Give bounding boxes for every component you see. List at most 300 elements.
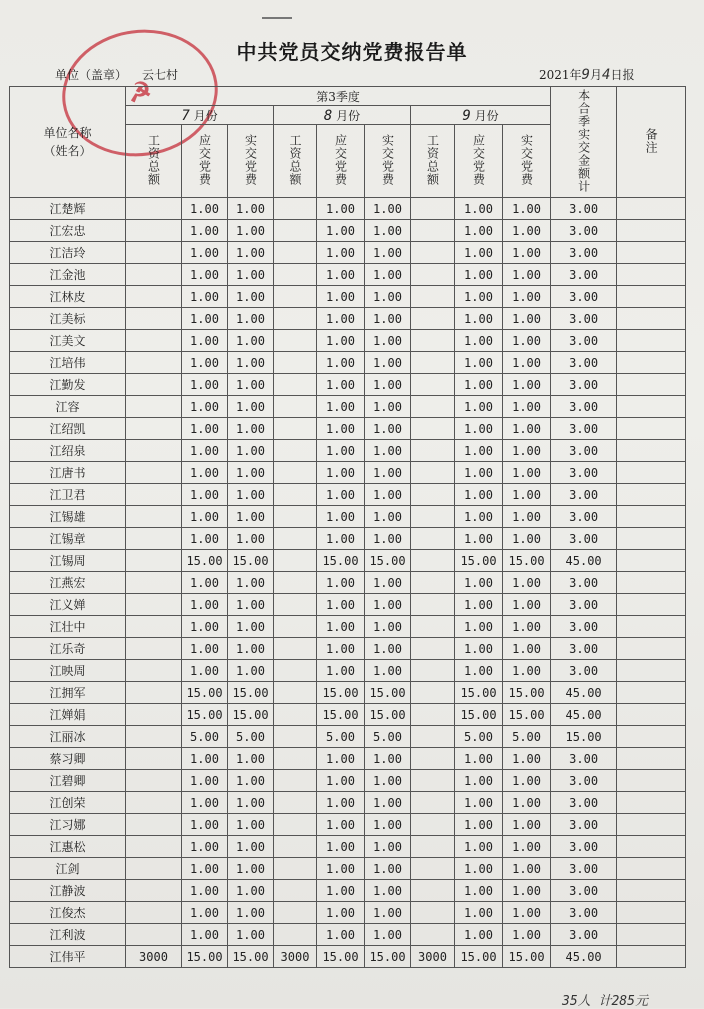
due-dues-cell-month-9: 1.00 bbox=[455, 418, 503, 440]
paid-dues-cell-month-7: 1.00 bbox=[228, 572, 274, 594]
paid-dues-cell-month-9: 1.00 bbox=[503, 220, 551, 242]
salary-total-cell-month-7 bbox=[126, 858, 182, 880]
paid-dues-cell-month-8: 1.00 bbox=[365, 286, 411, 308]
paid-dues-cell-month-7: 1.00 bbox=[228, 418, 274, 440]
salary-total-cell-month-7 bbox=[126, 924, 182, 946]
member-name: 江乐奇 bbox=[10, 638, 126, 660]
member-name: 江剑 bbox=[10, 858, 126, 880]
salary-total-cell-month-7 bbox=[126, 660, 182, 682]
report-date bbox=[539, 66, 634, 83]
due-dues-cell-month-7: 1.00 bbox=[182, 924, 228, 946]
quarter-total-cell: 15.00 bbox=[551, 726, 617, 748]
paid-dues-cell-month-7: 5.00 bbox=[228, 726, 274, 748]
paid-dues-cell-month-8: 1.00 bbox=[365, 594, 411, 616]
due-dues-cell-month-8: 5.00 bbox=[317, 726, 365, 748]
quarter-total-cell: 3.00 bbox=[551, 902, 617, 924]
salary-total-cell-month-9 bbox=[411, 352, 455, 374]
table-row bbox=[10, 770, 686, 792]
quarter-total-cell: 3.00 bbox=[551, 418, 617, 440]
salary-total-cell-month-7 bbox=[126, 220, 182, 242]
due-dues-cell-month-8: 1.00 bbox=[317, 616, 365, 638]
salary-total-cell-month-7 bbox=[126, 242, 182, 264]
paid-dues-cell-month-9: 15.00 bbox=[503, 550, 551, 572]
salary-total-cell-month-7 bbox=[126, 286, 182, 308]
due-dues-cell-month-8: 1.00 bbox=[317, 528, 365, 550]
due-dues-cell-month-8: 15.00 bbox=[317, 704, 365, 726]
due-dues-cell-month-7: 1.00 bbox=[182, 242, 228, 264]
remark-cell bbox=[617, 770, 686, 792]
paid-dues-cell-month-8: 1.00 bbox=[365, 264, 411, 286]
paid-dues-cell-month-8: 1.00 bbox=[365, 902, 411, 924]
salary-total-cell-month-9 bbox=[411, 726, 455, 748]
salary-total-cell-month-7 bbox=[126, 440, 182, 462]
due-dues-cell-month-7: 1.00 bbox=[182, 528, 228, 550]
due-dues-cell-month-8: 1.00 bbox=[317, 396, 365, 418]
table-row bbox=[10, 506, 686, 528]
member-name: 江丽冰 bbox=[10, 726, 126, 748]
paid-dues-cell-month-9: 1.00 bbox=[503, 308, 551, 330]
remark-cell bbox=[617, 880, 686, 902]
salary-total-cell-month-7 bbox=[126, 770, 182, 792]
paid-dues-cell-month-7: 15.00 bbox=[228, 550, 274, 572]
salary-total-cell-month-7 bbox=[126, 682, 182, 704]
due-dues-cell-month-9: 1.00 bbox=[455, 660, 503, 682]
quarter-total-cell: 3.00 bbox=[551, 792, 617, 814]
member-name: 江锡周 bbox=[10, 550, 126, 572]
paid-dues-cell-month-8: 1.00 bbox=[365, 638, 411, 660]
member-name: 江美标 bbox=[10, 308, 126, 330]
due-dues-cell-month-9: 1.00 bbox=[455, 572, 503, 594]
member-name: 江宏忠 bbox=[10, 220, 126, 242]
member-name: 蔡习卿 bbox=[10, 748, 126, 770]
salary-total-cell-month-8 bbox=[274, 352, 317, 374]
due-dues-cell-month-8: 1.00 bbox=[317, 858, 365, 880]
salary-total-cell-month-7 bbox=[126, 792, 182, 814]
quarter-total-cell: 3.00 bbox=[551, 198, 617, 220]
salary-total-cell-month-8 bbox=[274, 550, 317, 572]
salary-total-cell-month-8 bbox=[274, 330, 317, 352]
salary-total-cell-month-8 bbox=[274, 792, 317, 814]
quarter-total-cell: 3.00 bbox=[551, 880, 617, 902]
paid-dues-cell-month-7: 1.00 bbox=[228, 594, 274, 616]
due-dues-cell-month-8: 1.00 bbox=[317, 418, 365, 440]
salary-total-header: 工资总额 bbox=[126, 125, 182, 198]
paid-dues-cell-month-9: 1.00 bbox=[503, 264, 551, 286]
table-row bbox=[10, 220, 686, 242]
salary-total-cell-month-8 bbox=[274, 418, 317, 440]
paid-dues-cell-month-8: 15.00 bbox=[365, 704, 411, 726]
remark-cell bbox=[617, 704, 686, 726]
salary-total-cell-month-7 bbox=[126, 506, 182, 528]
due-dues-cell-month-7: 1.00 bbox=[182, 264, 228, 286]
salary-total-cell-month-9 bbox=[411, 814, 455, 836]
salary-total-cell-month-9 bbox=[411, 440, 455, 462]
table-row bbox=[10, 330, 686, 352]
paid-dues-cell-month-7: 1.00 bbox=[228, 902, 274, 924]
due-dues-cell-month-7: 1.00 bbox=[182, 286, 228, 308]
paid-dues-cell-month-9: 1.00 bbox=[503, 660, 551, 682]
table-row bbox=[10, 858, 686, 880]
due-dues-cell-month-9: 15.00 bbox=[455, 550, 503, 572]
paid-dues-cell-month-8: 1.00 bbox=[365, 418, 411, 440]
due-dues-cell-month-8: 1.00 bbox=[317, 660, 365, 682]
paid-dues-cell-month-7: 1.00 bbox=[228, 440, 274, 462]
member-name: 江绍泉 bbox=[10, 440, 126, 462]
quarter-total-cell: 45.00 bbox=[551, 550, 617, 572]
month-8-header: 8 月份 bbox=[274, 106, 411, 125]
paid-dues-cell-month-8: 1.00 bbox=[365, 374, 411, 396]
paid-dues-cell-month-7: 1.00 bbox=[228, 374, 274, 396]
salary-total-cell-month-9: 3000 bbox=[411, 946, 455, 968]
due-dues-cell-month-9: 1.00 bbox=[455, 440, 503, 462]
paid-dues-cell-month-7: 1.00 bbox=[228, 924, 274, 946]
remark-cell bbox=[617, 924, 686, 946]
salary-total-cell-month-7 bbox=[126, 264, 182, 286]
salary-total-cell-month-9 bbox=[411, 858, 455, 880]
due-dues-cell-month-9: 1.00 bbox=[455, 330, 503, 352]
paid-dues-cell-month-9: 1.00 bbox=[503, 242, 551, 264]
paid-dues-cell-month-7: 1.00 bbox=[228, 264, 274, 286]
paid-dues-cell-month-9: 1.00 bbox=[503, 198, 551, 220]
salary-total-cell-month-8 bbox=[274, 660, 317, 682]
paid-dues-cell-month-9: 1.00 bbox=[503, 506, 551, 528]
table-row bbox=[10, 264, 686, 286]
salary-total-header: 工资总额 bbox=[411, 125, 455, 198]
member-name: 江创荣 bbox=[10, 792, 126, 814]
due-dues-cell-month-7: 1.00 bbox=[182, 770, 228, 792]
paid-dues-cell-month-7: 1.00 bbox=[228, 836, 274, 858]
salary-total-cell-month-7 bbox=[126, 748, 182, 770]
table-row bbox=[10, 880, 686, 902]
paid-dues-header: 实交党费 bbox=[228, 125, 274, 198]
table-row bbox=[10, 902, 686, 924]
remark-cell bbox=[617, 418, 686, 440]
paid-dues-cell-month-8: 1.00 bbox=[365, 308, 411, 330]
paid-dues-cell-month-8: 1.00 bbox=[365, 616, 411, 638]
unit-value: 云七村 bbox=[142, 68, 179, 82]
salary-total-cell-month-8 bbox=[274, 396, 317, 418]
paid-dues-cell-month-9: 1.00 bbox=[503, 770, 551, 792]
quarter-total-cell: 45.00 bbox=[551, 946, 617, 968]
paid-dues-cell-month-7: 1.00 bbox=[228, 484, 274, 506]
salary-total-cell-month-8 bbox=[274, 726, 317, 748]
handwritten-summary: 35人 计285元 bbox=[562, 994, 648, 1009]
member-name: 江培伟 bbox=[10, 352, 126, 374]
paid-dues-cell-month-9: 1.00 bbox=[503, 286, 551, 308]
due-dues-cell-month-9: 15.00 bbox=[455, 704, 503, 726]
table-body bbox=[10, 198, 686, 968]
paid-dues-cell-month-9: 1.00 bbox=[503, 638, 551, 660]
due-dues-cell-month-7: 1.00 bbox=[182, 616, 228, 638]
due-dues-cell-month-8: 1.00 bbox=[317, 880, 365, 902]
salary-total-cell-month-8 bbox=[274, 704, 317, 726]
due-dues-cell-month-9: 1.00 bbox=[455, 352, 503, 374]
salary-total-cell-month-8 bbox=[274, 594, 317, 616]
unit-label: 单位（盖章） bbox=[55, 68, 128, 82]
salary-total-cell-month-9 bbox=[411, 220, 455, 242]
due-dues-cell-month-7: 1.00 bbox=[182, 814, 228, 836]
due-dues-cell-month-8: 1.00 bbox=[317, 198, 365, 220]
name-column-header: 单位名称 （姓名） bbox=[10, 87, 126, 198]
quarter-total-cell: 3.00 bbox=[551, 616, 617, 638]
salary-total-cell-month-9 bbox=[411, 572, 455, 594]
salary-total-cell-month-8 bbox=[274, 506, 317, 528]
salary-total-cell-month-9 bbox=[411, 374, 455, 396]
remark-cell bbox=[617, 836, 686, 858]
due-dues-cell-month-9: 1.00 bbox=[455, 396, 503, 418]
salary-total-cell-month-9 bbox=[411, 242, 455, 264]
table-row bbox=[10, 682, 686, 704]
remark-cell bbox=[617, 550, 686, 572]
salary-total-cell-month-7 bbox=[126, 528, 182, 550]
due-dues-cell-month-8: 1.00 bbox=[317, 572, 365, 594]
table-row bbox=[10, 528, 686, 550]
due-dues-cell-month-9: 1.00 bbox=[455, 484, 503, 506]
due-dues-cell-month-7: 1.00 bbox=[182, 748, 228, 770]
remark-cell bbox=[617, 682, 686, 704]
paid-dues-cell-month-9: 1.00 bbox=[503, 462, 551, 484]
due-dues-header: 应交党费 bbox=[317, 125, 365, 198]
paid-dues-cell-month-8: 1.00 bbox=[365, 924, 411, 946]
paid-dues-cell-month-8: 1.00 bbox=[365, 396, 411, 418]
paid-dues-cell-month-7: 1.00 bbox=[228, 638, 274, 660]
table-row bbox=[10, 638, 686, 660]
remark-cell bbox=[617, 726, 686, 748]
due-dues-cell-month-9: 1.00 bbox=[455, 770, 503, 792]
due-dues-cell-month-8: 1.00 bbox=[317, 594, 365, 616]
paid-dues-cell-month-8: 1.00 bbox=[365, 242, 411, 264]
remark-cell bbox=[617, 286, 686, 308]
member-name: 江容 bbox=[10, 396, 126, 418]
table-row bbox=[10, 946, 686, 968]
quarter-total-cell: 45.00 bbox=[551, 682, 617, 704]
due-dues-cell-month-8: 1.00 bbox=[317, 286, 365, 308]
due-dues-cell-month-7: 1.00 bbox=[182, 198, 228, 220]
remark-cell bbox=[617, 748, 686, 770]
paid-dues-cell-month-9: 1.00 bbox=[503, 594, 551, 616]
remark-cell bbox=[617, 264, 686, 286]
paid-dues-cell-month-9: 1.00 bbox=[503, 814, 551, 836]
remark-cell bbox=[617, 396, 686, 418]
paid-dues-cell-month-9: 1.00 bbox=[503, 880, 551, 902]
salary-total-cell-month-7 bbox=[126, 418, 182, 440]
paid-dues-cell-month-7: 1.00 bbox=[228, 880, 274, 902]
paid-dues-cell-month-9: 1.00 bbox=[503, 374, 551, 396]
salary-total-cell-month-8 bbox=[274, 462, 317, 484]
paid-dues-cell-month-8: 1.00 bbox=[365, 858, 411, 880]
salary-total-cell-month-9 bbox=[411, 330, 455, 352]
due-dues-cell-month-7: 1.00 bbox=[182, 462, 228, 484]
paid-dues-cell-month-9: 1.00 bbox=[503, 440, 551, 462]
salary-total-cell-month-9 bbox=[411, 880, 455, 902]
table-row bbox=[10, 352, 686, 374]
due-dues-cell-month-7: 1.00 bbox=[182, 594, 228, 616]
paid-dues-cell-month-8: 1.00 bbox=[365, 792, 411, 814]
salary-total-cell-month-9 bbox=[411, 462, 455, 484]
due-dues-cell-month-9: 1.00 bbox=[455, 198, 503, 220]
quarter-total-cell: 3.00 bbox=[551, 462, 617, 484]
salary-total-cell-month-7: 3000 bbox=[126, 946, 182, 968]
member-name: 江习娜 bbox=[10, 814, 126, 836]
due-dues-cell-month-7: 1.00 bbox=[182, 572, 228, 594]
header-row-quarter bbox=[10, 87, 686, 106]
paid-dues-cell-month-8: 1.00 bbox=[365, 836, 411, 858]
due-dues-cell-month-9: 1.00 bbox=[455, 506, 503, 528]
due-dues-cell-month-8: 1.00 bbox=[317, 924, 365, 946]
salary-total-cell-month-9 bbox=[411, 748, 455, 770]
due-dues-cell-month-9: 15.00 bbox=[455, 682, 503, 704]
salary-total-cell-month-8 bbox=[274, 902, 317, 924]
quarter-total-cell: 3.00 bbox=[551, 528, 617, 550]
paid-dues-cell-month-9: 1.00 bbox=[503, 330, 551, 352]
member-name: 江燕宏 bbox=[10, 572, 126, 594]
member-name: 江林皮 bbox=[10, 286, 126, 308]
member-name: 江锡章 bbox=[10, 528, 126, 550]
quarter-total-cell: 3.00 bbox=[551, 572, 617, 594]
due-dues-cell-month-7: 1.00 bbox=[182, 660, 228, 682]
due-dues-cell-month-8: 1.00 bbox=[317, 748, 365, 770]
salary-total-cell-month-9 bbox=[411, 836, 455, 858]
quarter-total-cell: 3.00 bbox=[551, 374, 617, 396]
paid-dues-cell-month-8: 1.00 bbox=[365, 462, 411, 484]
salary-total-cell-month-8 bbox=[274, 682, 317, 704]
hammer-sickle-icon: ☭ bbox=[126, 76, 154, 110]
paid-dues-cell-month-9: 1.00 bbox=[503, 572, 551, 594]
salary-total-cell-month-7 bbox=[126, 594, 182, 616]
remarks-header: 备注 bbox=[617, 87, 686, 198]
due-dues-cell-month-7: 1.00 bbox=[182, 506, 228, 528]
paid-dues-cell-month-7: 1.00 bbox=[228, 506, 274, 528]
paid-dues-cell-month-7: 1.00 bbox=[228, 308, 274, 330]
paid-dues-cell-month-8: 1.00 bbox=[365, 528, 411, 550]
paid-dues-cell-month-8: 1.00 bbox=[365, 484, 411, 506]
due-dues-cell-month-9: 1.00 bbox=[455, 880, 503, 902]
due-dues-cell-month-7: 1.00 bbox=[182, 902, 228, 924]
remark-cell bbox=[617, 198, 686, 220]
paid-dues-cell-month-9: 1.00 bbox=[503, 748, 551, 770]
paid-dues-cell-month-7: 1.00 bbox=[228, 858, 274, 880]
salary-total-cell-month-7 bbox=[126, 198, 182, 220]
table-row bbox=[10, 572, 686, 594]
member-name: 江义婵 bbox=[10, 594, 126, 616]
salary-total-cell-month-9 bbox=[411, 924, 455, 946]
salary-total-cell-month-9 bbox=[411, 550, 455, 572]
table-row bbox=[10, 308, 686, 330]
paid-dues-header: 实交党费 bbox=[365, 125, 411, 198]
due-dues-cell-month-9: 1.00 bbox=[455, 814, 503, 836]
due-dues-cell-month-9: 1.00 bbox=[455, 528, 503, 550]
salary-total-cell-month-7 bbox=[126, 814, 182, 836]
salary-total-cell-month-9 bbox=[411, 594, 455, 616]
paid-dues-cell-month-9: 1.00 bbox=[503, 616, 551, 638]
quarter-total-cell: 3.00 bbox=[551, 924, 617, 946]
due-dues-cell-month-8: 1.00 bbox=[317, 770, 365, 792]
paid-dues-cell-month-9: 1.00 bbox=[503, 352, 551, 374]
date-day: 4 bbox=[602, 67, 611, 83]
due-dues-cell-month-9: 5.00 bbox=[455, 726, 503, 748]
salary-total-cell-month-7 bbox=[126, 330, 182, 352]
table-row bbox=[10, 836, 686, 858]
paid-dues-cell-month-8: 1.00 bbox=[365, 440, 411, 462]
remark-cell bbox=[617, 858, 686, 880]
salary-total-cell-month-8 bbox=[274, 858, 317, 880]
salary-total-cell-month-9 bbox=[411, 902, 455, 924]
quarter-total-cell: 3.00 bbox=[551, 330, 617, 352]
salary-total-cell-month-9 bbox=[411, 198, 455, 220]
document-title: 中共党员交纳党费报告单 bbox=[236, 40, 468, 64]
salary-total-cell-month-7 bbox=[126, 462, 182, 484]
quarter-total-cell: 3.00 bbox=[551, 660, 617, 682]
paid-dues-cell-month-7: 1.00 bbox=[228, 242, 274, 264]
salary-total-cell-month-9 bbox=[411, 770, 455, 792]
member-name: 江唐书 bbox=[10, 462, 126, 484]
due-dues-cell-month-7: 1.00 bbox=[182, 484, 228, 506]
table-row bbox=[10, 462, 686, 484]
member-name: 江伟平 bbox=[10, 946, 126, 968]
salary-total-cell-month-9 bbox=[411, 792, 455, 814]
salary-total-cell-month-7 bbox=[126, 616, 182, 638]
salary-total-cell-month-8 bbox=[274, 572, 317, 594]
quarter-total-cell: 3.00 bbox=[551, 264, 617, 286]
salary-total-cell-month-8 bbox=[274, 484, 317, 506]
due-dues-cell-month-8: 1.00 bbox=[317, 814, 365, 836]
paid-dues-cell-month-8: 1.00 bbox=[365, 660, 411, 682]
salary-total-cell-month-8 bbox=[274, 286, 317, 308]
paid-dues-cell-month-8: 15.00 bbox=[365, 946, 411, 968]
due-dues-cell-month-9: 15.00 bbox=[455, 946, 503, 968]
remark-cell bbox=[617, 484, 686, 506]
remark-cell bbox=[617, 308, 686, 330]
quarter-header: 第3季度 bbox=[126, 87, 551, 106]
salary-total-cell-month-8 bbox=[274, 770, 317, 792]
member-name: 江楚辉 bbox=[10, 198, 126, 220]
dues-table bbox=[9, 86, 686, 968]
paid-dues-cell-month-8: 5.00 bbox=[365, 726, 411, 748]
member-name: 江惠松 bbox=[10, 836, 126, 858]
salary-total-cell-month-8 bbox=[274, 264, 317, 286]
paid-dues-cell-month-7: 1.00 bbox=[228, 220, 274, 242]
due-dues-cell-month-8: 1.00 bbox=[317, 440, 365, 462]
salary-total-cell-month-8 bbox=[274, 616, 317, 638]
due-dues-cell-month-9: 1.00 bbox=[455, 220, 503, 242]
quarter-total-cell: 3.00 bbox=[551, 286, 617, 308]
paid-dues-cell-month-7: 1.00 bbox=[228, 748, 274, 770]
quarter-total-cell: 3.00 bbox=[551, 748, 617, 770]
member-name: 江美文 bbox=[10, 330, 126, 352]
salary-total-cell-month-8 bbox=[274, 220, 317, 242]
paid-dues-header: 实交党费 bbox=[503, 125, 551, 198]
quarter-total-cell: 3.00 bbox=[551, 814, 617, 836]
salary-total-cell-month-9 bbox=[411, 506, 455, 528]
paid-dues-cell-month-7: 1.00 bbox=[228, 770, 274, 792]
due-dues-cell-month-9: 1.00 bbox=[455, 308, 503, 330]
salary-total-cell-month-9 bbox=[411, 638, 455, 660]
member-name: 江利波 bbox=[10, 924, 126, 946]
salary-total-cell-month-9 bbox=[411, 616, 455, 638]
due-dues-cell-month-7: 1.00 bbox=[182, 220, 228, 242]
due-dues-cell-month-9: 1.00 bbox=[455, 792, 503, 814]
month-7-header: 7 月份 bbox=[126, 106, 274, 125]
paid-dues-cell-month-9: 1.00 bbox=[503, 396, 551, 418]
due-dues-cell-month-8: 1.00 bbox=[317, 792, 365, 814]
table-row bbox=[10, 374, 686, 396]
date-year: 2021年 bbox=[539, 68, 582, 82]
paid-dues-cell-month-9: 1.00 bbox=[503, 792, 551, 814]
salary-total-cell-month-8 bbox=[274, 308, 317, 330]
due-dues-cell-month-9: 1.00 bbox=[455, 594, 503, 616]
paid-dues-cell-month-7: 1.00 bbox=[228, 462, 274, 484]
salary-total-cell-month-9 bbox=[411, 396, 455, 418]
